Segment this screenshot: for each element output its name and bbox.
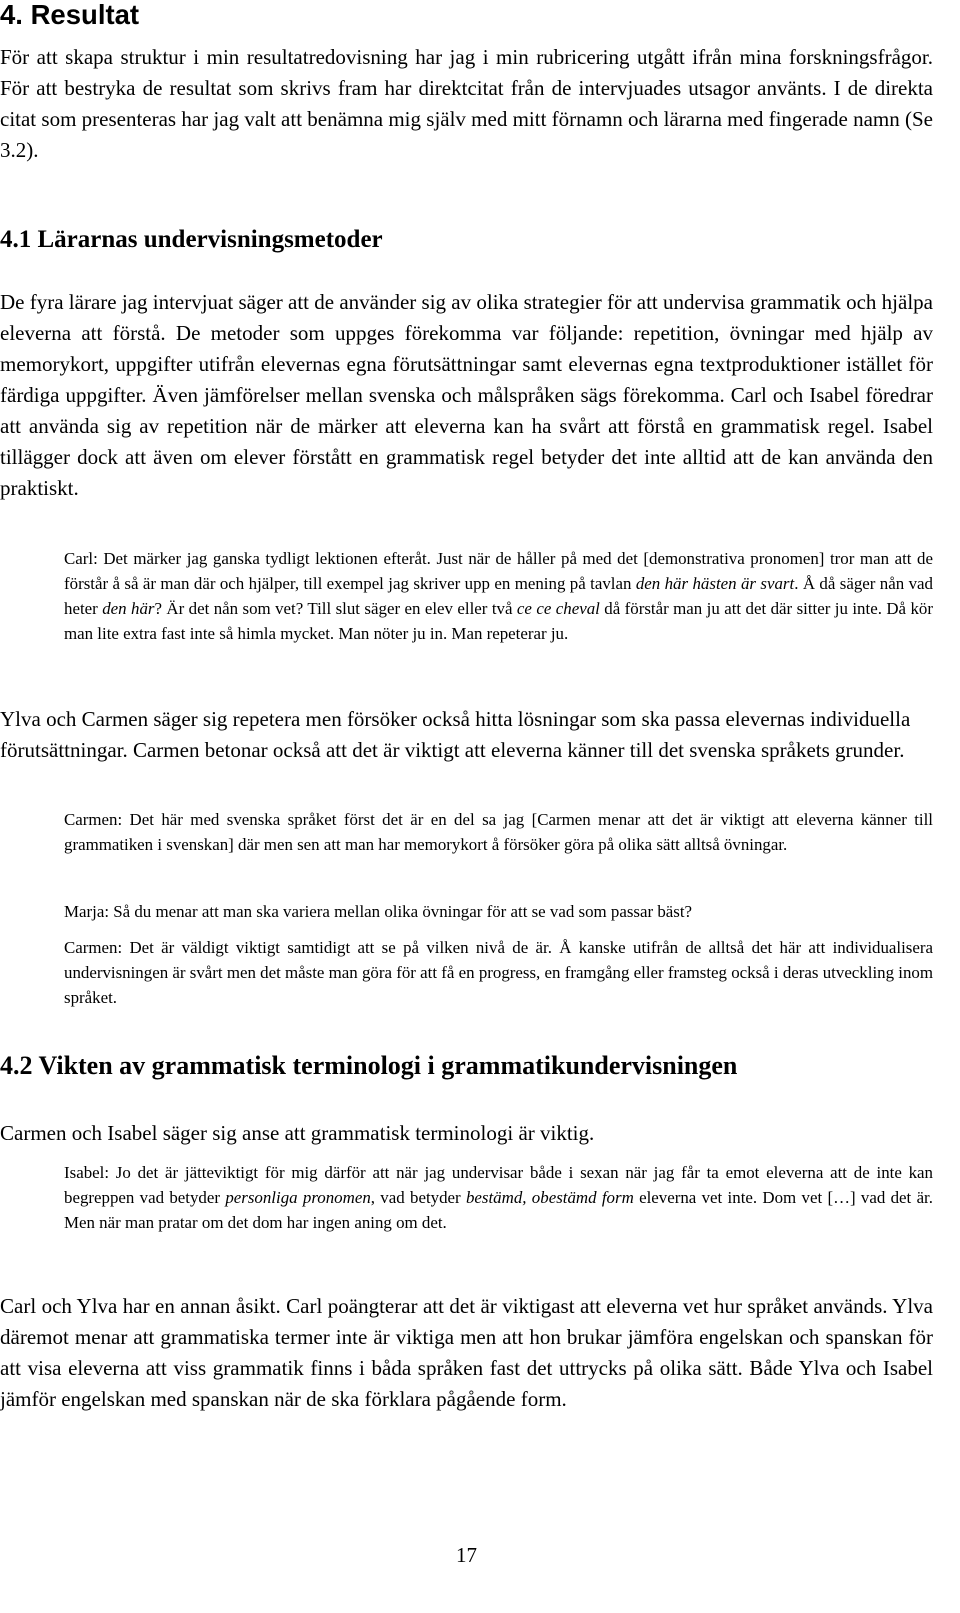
section-4-2-paragraph-2: Carl och Ylva har en annan åsikt. Carl poängterar att det är viktigast att eleverna vet hur språket används. Ylva däremot menar att grammatiska termer inte är viktiga men att hon brukar jämföra engelskan och spanskan för att visa eleverna att viss grammatik finns i båda språken fast det uttrycks på olika sätt. Både Ylva och Isabel jämför engelskan med spanskan när de ska förklara pågående form. (0, 1294, 933, 1411)
section-4-2-paragraph-1: Carmen och Isabel säger sig anse att grammatisk terminologi är viktig. (0, 1121, 595, 1145)
section-heading-4-2: 4.2 Vikten av grammatisk terminologi i grammatikundervisningen (0, 1051, 738, 1080)
quote-italic: bestämd, obestämd form (465, 1188, 634, 1207)
section-4-1-paragraph-2: Ylva och Carmen säger sig repetera men försöker också hitta lösningar som ska passa elevernas individuella förutsättningar. Carmen betonar också att det är viktigt att eleverna känner till det svenska språkets grunder. (0, 707, 911, 762)
quote-text: . Å då säger nån vad heter (64, 574, 933, 618)
quote-marja: Marja: Så du menar att man ska variera mellan olika övningar för att se vad som passar bäst? (64, 902, 693, 921)
section-4-1-paragraph-1: De fyra lärare jag intervjuat säger att de använder sig av olika strategier för att undervisa grammatik och hjälpa eleverna att förstå. De metoder som uppges förekomma var följande: repetition, övningar med hjälp av memorykort, uppgifter utifrån elevernas egna förutsättningar samt elevernas egna textproduktioner istället för färdiga uppgifter. Även jämförelser mellan svenska och målspråken sägs förekomma. Carl och Isabel föredrar att använda sig av repetition när de märker att eleverna kan ha svårt att förstå en grammatisk regel. Isabel tillägger dock att även om elever förstått en grammatisk regel betyder det inte alltid att de kan använda den praktiskt. (0, 290, 933, 500)
quote-italic: ce ce cheval (516, 599, 600, 618)
intro-paragraph: För att skapa struktur i min resultatredovisning har jag i min rubricering utgått ifrån mina forskningsfrågor. För att bestryka de resultat som skrivs fram har direktcitat från de intervjuades utsagor använts. I de direkta citat som presenteras har jag valt att benämna mig själv med mitt förnamn och lärarna med fingerade namn (Se 3.2). (0, 45, 934, 162)
section-heading-4-1: 4.1 Lärarnas undervisningsmetoder (0, 226, 383, 253)
quote-carl (64, 546, 933, 646)
quote-text: då förstår man ju att det där sitter ju inte. Då kör man lite extra fast inte så himla mycket. Man nöter ju in. Man repeterar ju. (64, 599, 933, 643)
quote-carmen-2: Carmen: Det är väldigt viktigt samtidigt att se på vilken nivå de är. Å kanske utifrån de alltså det här att individualisera undervisningen är svårt men det måste man göra för att få en progress, en framgång eller framsteg också i deras utveckling inom språket. (64, 938, 933, 1007)
page-title: 4. Resultat (0, 0, 140, 30)
quote-italic: personliga pronomen (225, 1188, 371, 1207)
quote-text: Isabel: Jo det är jätteviktigt för mig därför att när jag undervisar både i sexan när jag får ta emot eleverna att de inte kan begreppen vad betyder (64, 1163, 933, 1207)
quote-isabel (64, 1160, 933, 1235)
quote-italic: den här hästen är svart (635, 574, 795, 593)
quote-text: eleverna vet inte. Dom vet […] vad det är. Men när man pratar om det dom har ingen aning om det. (64, 1188, 933, 1232)
page-number: 17 (456, 1543, 477, 1567)
quote-italic: den här (102, 599, 155, 618)
quote-carmen-1: Carmen: Det här med svenska språket först det är en del sa jag [Carmen menar att det är viktigt att eleverna känner till grammatiken i svenskan] där men sen att man har memorykort å försöker göra på olika sätt alltså övningar. (64, 810, 933, 854)
quote-text: Carl: Det märker jag ganska tydligt lektionen efteråt. Just när de håller på med det [demonstrativa pronomen] tror man att de förstår å så är man där och hjälper, till exempel jag skriver upp en mening på tavlan (64, 549, 933, 593)
quote-text: ? Är det nån som vet? Till slut säger en elev eller två (154, 599, 517, 618)
quote-text: , vad betyder (370, 1188, 466, 1207)
